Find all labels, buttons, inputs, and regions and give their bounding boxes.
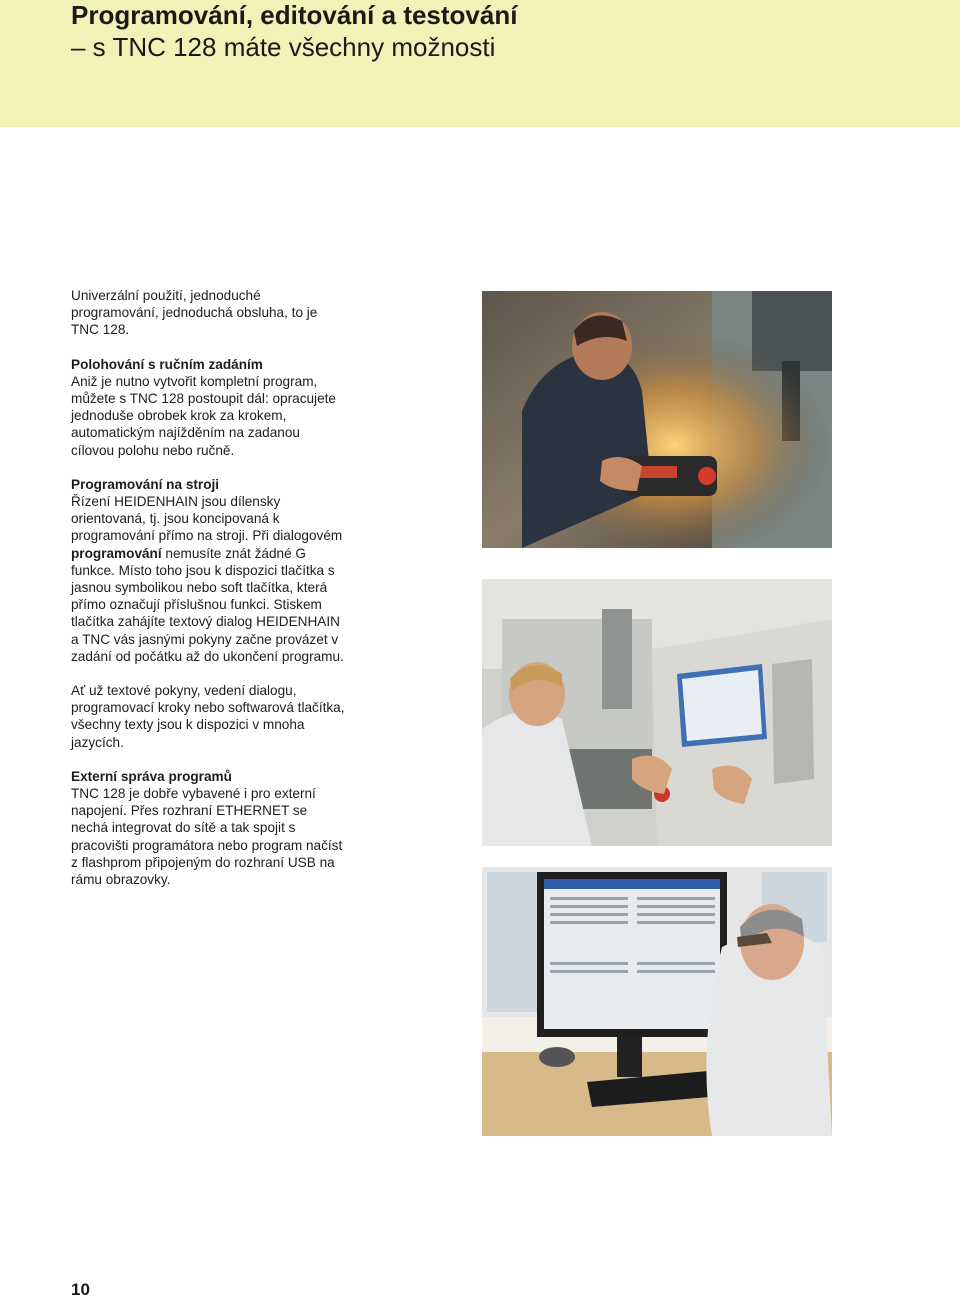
photo-operator-handwheel bbox=[482, 291, 832, 548]
section-body: Řízení HEIDENHAIN jsou dílensky orientovaná, tj. jsou koncipovaná k programování přímo na stroji. Při dialogovém bbox=[71, 494, 343, 544]
section-heading: Polohování s ručním zadáním bbox=[71, 356, 263, 372]
photo-control-panel-illustration bbox=[482, 579, 832, 846]
section-heading: Externí správa programů bbox=[71, 768, 232, 784]
section-external bbox=[71, 768, 346, 888]
photo-control-panel bbox=[482, 579, 832, 846]
page-number: 10 bbox=[71, 1280, 90, 1299]
page-header-band bbox=[0, 0, 960, 127]
section-body: Aniž je nutno vytvořit kompletní program, můžete s TNC 128 postoupit dál: opracujete jednoduše obrobek krok za krokem, automatickým najížděním na zadanou cílovou polohu nebo ručně. bbox=[71, 373, 336, 458]
section-body: nemusíte znát žádné G funkce. Místo toho jsou k dispozici tlačítka s jasnou symbolikou nebo soft tlačítka, která přímo označují příslušnou funkci. Stiskem tlačítka zahájíte textový dialog HEIDENHAIN a TNC vás jasnými pokyny začne provázet v zadání od počátku až do ukončení programu. bbox=[71, 545, 344, 664]
section-body: TNC 128 je dobře vybavené i pro externí napojení. Přes rozhraní ETHERNET se nechá integrovat do sítě a tak spojit s pracovišti programátora nebo program načíst z flashprom připojeným do rozhraní USB na rámu obrazovky. bbox=[71, 786, 343, 888]
intro-paragraph: Univerzální použití, jednoduché programování, jednoduchá obsluha, to je TNC 128. bbox=[71, 288, 318, 338]
photo-operator-handwheel-illustration bbox=[482, 291, 832, 548]
page-title: Programování, editování a testování bbox=[71, 0, 518, 30]
page-subtitle: – s TNC 128 máte všechny možnosti bbox=[71, 32, 496, 62]
languages-paragraph: Ať už textové pokyny, vedení dialogu, programovací kroky nebo softwarová tlačítka, všechny texty jsou k dispozici v mnoha jazycích. bbox=[71, 683, 345, 750]
photo-programming-station bbox=[482, 867, 832, 1136]
section-positioning bbox=[71, 356, 346, 459]
photo-programming-station-illustration bbox=[482, 867, 832, 1136]
section-programming bbox=[71, 476, 346, 665]
section-body-emphasis: programování bbox=[71, 545, 162, 561]
text-column bbox=[71, 287, 346, 905]
section-heading: Programování na stroji bbox=[71, 476, 220, 492]
